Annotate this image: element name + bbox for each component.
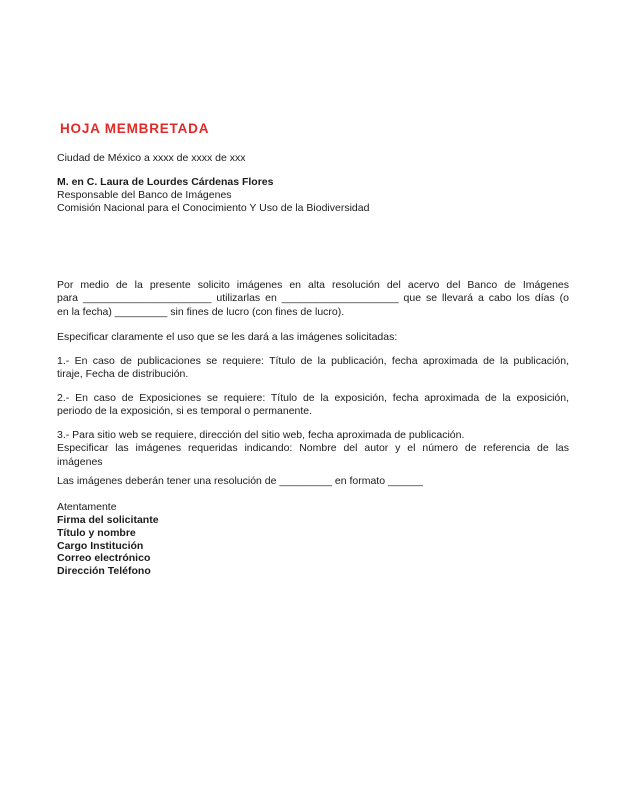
signature-line-titulo: Título y nombre (57, 526, 136, 539)
item-3-paragraph (57, 429, 569, 470)
signature-block (57, 514, 569, 578)
closing-block (57, 501, 569, 578)
specify-use-line: Especificar claramente el uso que se les dará a las imágenes solicitadas: (57, 331, 398, 343)
signature-line-cargo: Cargo Institución (57, 539, 144, 552)
closing-word: Atentamente (57, 500, 117, 513)
request-paragraph (57, 279, 569, 320)
item-2-paragraph (57, 392, 569, 419)
request-line-1: Por medio de la presente solicito imágenes en alta resolución del acervo del Banco de Imágenes (57, 278, 569, 291)
item-3-line-3: imágenes (57, 455, 103, 468)
letter-content (57, 0, 569, 578)
request-line-3: en la fecha) _________ sin fines de lucro (con fines de lucro). (57, 305, 345, 318)
item-1-line-2: tiraje, Fecha de distribución. (57, 368, 189, 380)
signature-line-direccion: Dirección Teléfono (57, 565, 151, 578)
recipient-title: Responsable del Banco de Imágenes (57, 188, 232, 201)
item-1-line-1: 1.- En caso de publicaciones se requiere: Título de la publicación, fecha aproximada de la publicación, (57, 354, 569, 367)
recipient-block (57, 176, 569, 215)
item-2-line-2: periodo de la exposición, si es temporal o permanente. (57, 405, 313, 417)
signature-line-correo: Correo electrónico (57, 552, 151, 565)
specify-use-paragraph (57, 331, 569, 345)
letterhead-title: HOJA MEMBRETADA (60, 121, 210, 136)
resolution-paragraph (57, 475, 569, 489)
date-line: Ciudad de México a xxxx de xxxx de xxx (57, 152, 246, 164)
request-line-2: para ______________________ utilizarlas en ____________________ que se llevará a cabo los días (o (57, 292, 569, 304)
item-1-paragraph (57, 355, 569, 382)
recipient-organization: Comisión Nacional para el Conocimiento Y Uso de la Biodiversidad (57, 201, 370, 214)
signature-line-firma: Firma del solicitante (57, 514, 159, 526)
item-2-line-1: 2.- En caso de Exposiciones se requiere: Título de la exposición, fecha aproximada de la exposición, (57, 391, 569, 404)
item-3-line-1: 3.- Para sitio web se requiere, dirección del sitio web, fecha aproximada de publicación. (57, 428, 465, 441)
item-3-line-2: Especificar las imágenes requeridas indicando: Nombre del autor y el número de referencia de las (57, 442, 569, 454)
resolution-line: Las imágenes deberán tener una resolución de _________ en formato ______ (57, 475, 424, 487)
recipient-name: M. en C. Laura de Lourdes Cárdenas Flores (57, 175, 274, 188)
